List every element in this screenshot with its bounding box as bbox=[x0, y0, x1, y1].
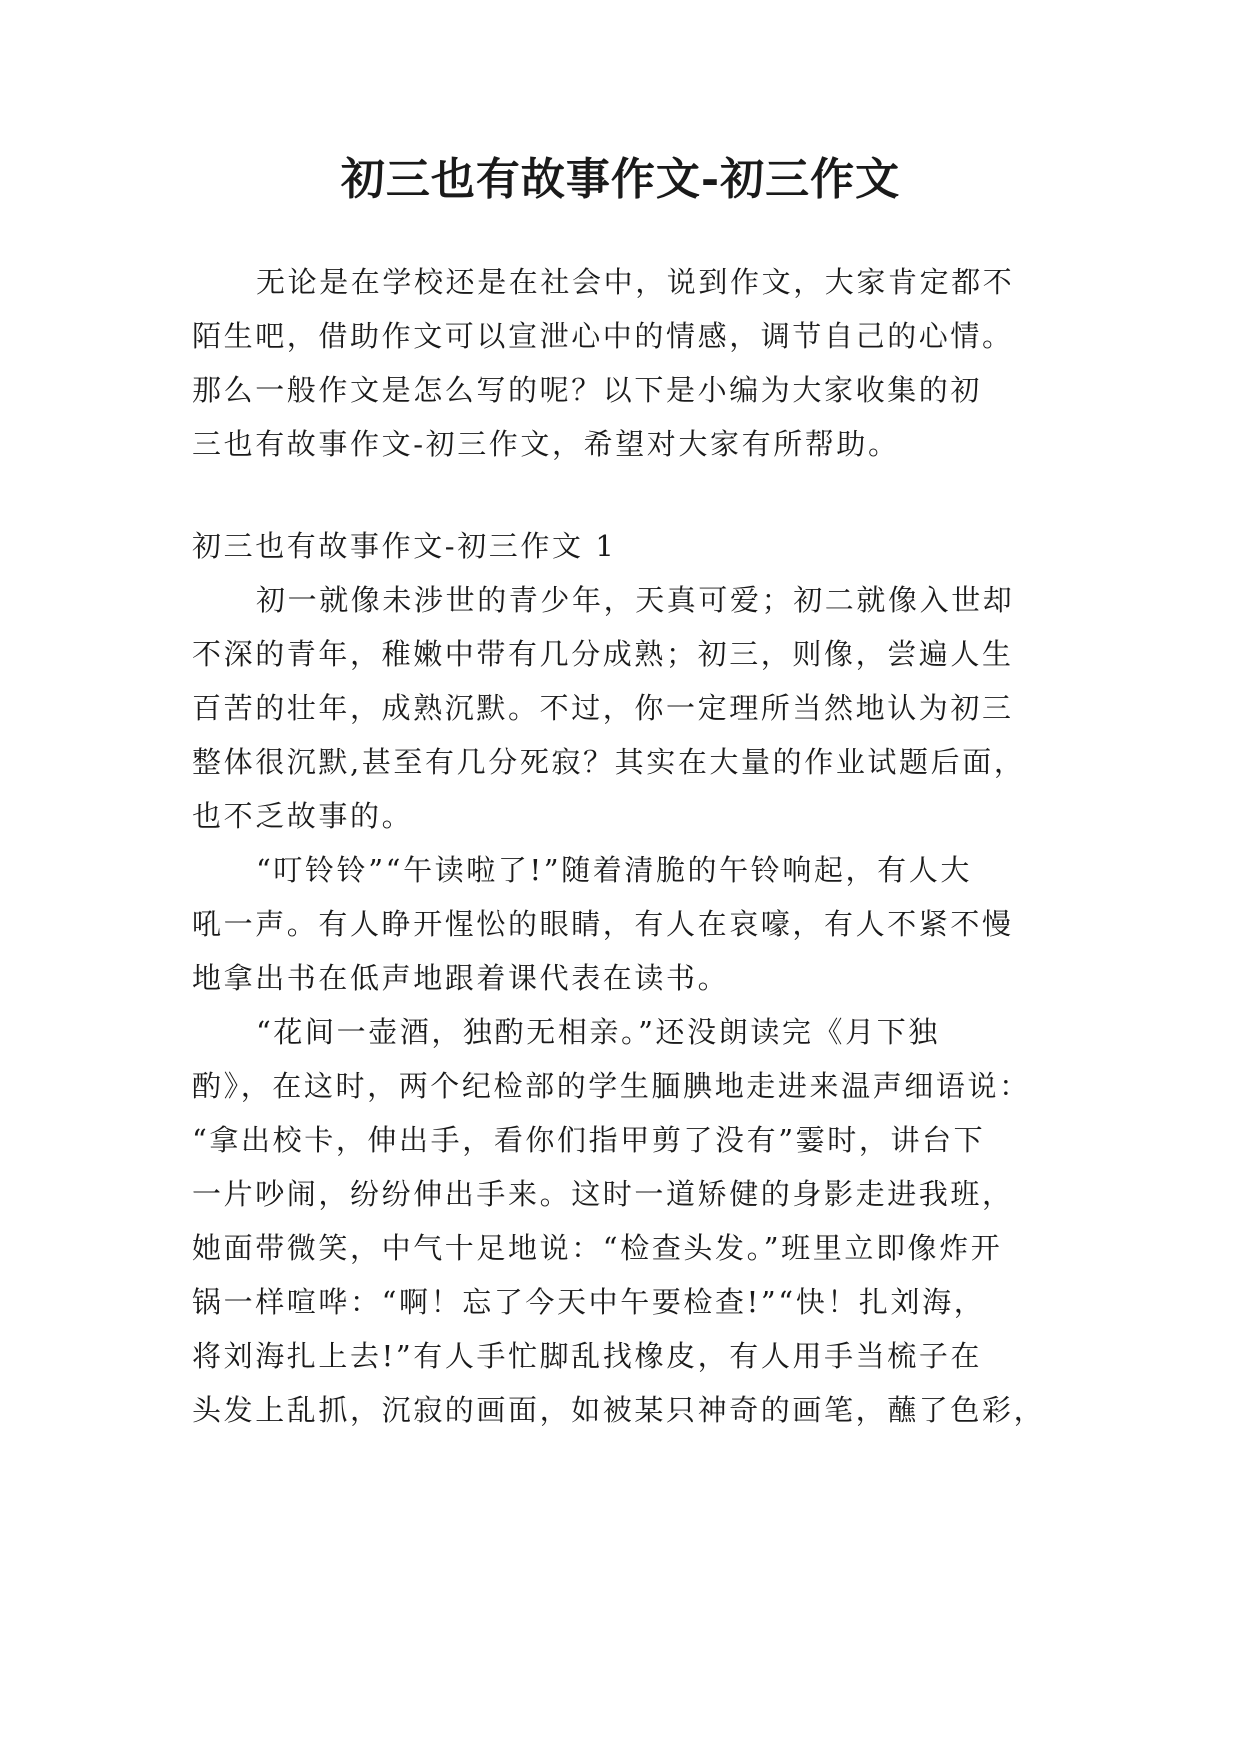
intro-line: 三也有故事作文-初三作文，希望对大家有所帮助。 bbox=[192, 427, 900, 461]
paragraph-line: 将刘海扎上去!”有人手忙脚乱找橡皮，有人用手当梳子在 bbox=[192, 1339, 983, 1373]
paragraph-line: 吼一声。有人睁开惺忪的眼睛，有人在哀嚎，有人不紧不慢 bbox=[192, 907, 1014, 941]
intro-line: 无论是在学校还是在社会中，说到作文，大家肯定都不 bbox=[256, 265, 1015, 299]
section-heading: 初三也有故事作文-初三作文 1 bbox=[192, 529, 617, 563]
paragraph-line: 整体很沉默,甚至有几分死寂？其实在大量的作业试题后面， bbox=[192, 745, 1026, 779]
paragraph-line: “拿出校卡，伸出手，看你们指甲剪了没有”霎时，讲台下 bbox=[192, 1123, 986, 1157]
paragraph-line: 百苦的壮年，成熟沉默。不过，你一定理所当然地认为初三 bbox=[192, 691, 1014, 725]
paragraph-line: 她面带微笑，中气十足地说：“检查头发。”班里立即像炸开 bbox=[192, 1231, 1003, 1265]
paragraph-line: 一片吵闹，纷纷伸出手来。这时一道矫健的身影走进我班， bbox=[192, 1177, 1014, 1211]
paragraph-line: 也不乏故事的。 bbox=[192, 799, 414, 833]
paragraph-line: “叮铃铃”“午读啦了!”随着清脆的午铃响起，有人大 bbox=[256, 853, 972, 887]
intro-line: 那么一般作文是怎么写的呢？以下是小编为大家收集的初 bbox=[192, 373, 983, 407]
paragraph-line: “花间一壶酒，独酌无相亲。”还没朗读完《月下独 bbox=[256, 1015, 940, 1049]
document-title: 初三也有故事作文-初三作文 bbox=[340, 154, 901, 205]
paragraph-line: 初一就像未涉世的青少年，天真可爱；初二就像入世却 bbox=[256, 583, 1015, 617]
paragraph-line: 酌》，在这时，两个纪检部的学生腼腆地走进来温声细语说： bbox=[192, 1069, 1031, 1103]
paragraph-line: 地拿出书在低声地跟着课代表在读书。 bbox=[192, 961, 730, 995]
intro-line: 陌生吧，借助作文可以宣泄心中的情感，调节自己的心情。 bbox=[192, 319, 1014, 353]
paragraph-line: 头发上乱抓，沉寂的画面，如被某只神奇的画笔，蘸了色彩， bbox=[192, 1393, 1046, 1427]
paragraph-line: 锅一样喧哗：“啊！忘了今天中午要检查!”“快！扎刘海， bbox=[192, 1285, 986, 1319]
paragraph-line: 不深的青年，稚嫩中带有几分成熟；初三，则像，尝遍人生 bbox=[192, 637, 1014, 671]
